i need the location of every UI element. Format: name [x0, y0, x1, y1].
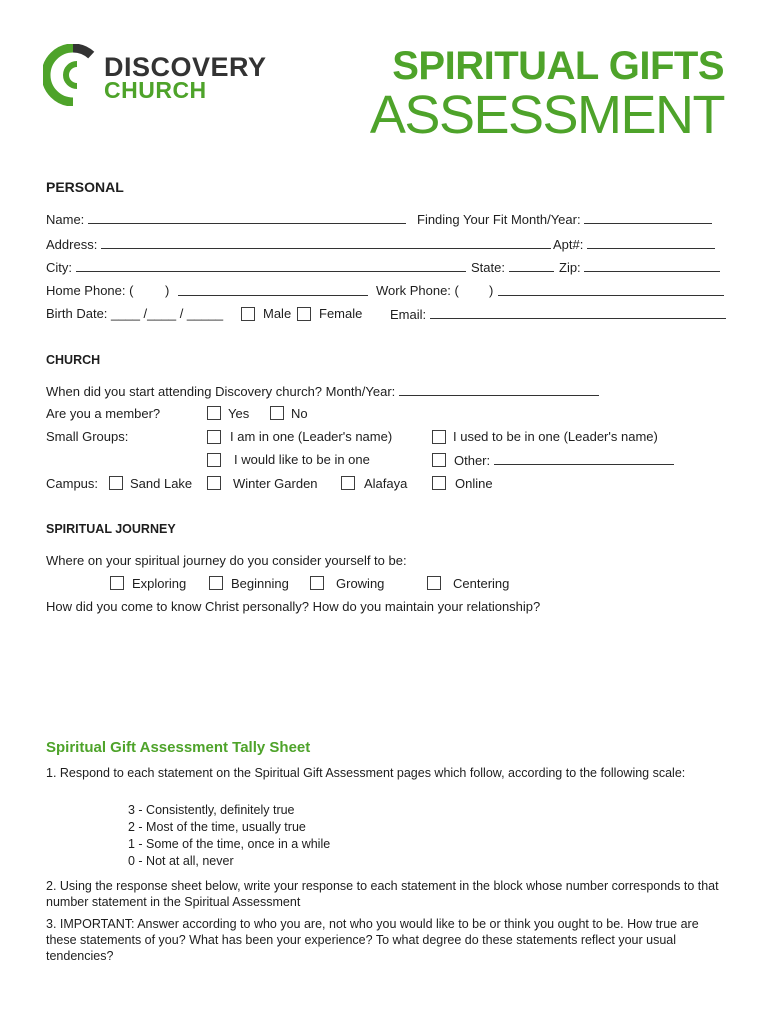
christ-question: How did you come to know Christ personally? How do you maintain your relationship? — [46, 599, 541, 614]
finding-fit-row — [417, 211, 712, 227]
group-other-row — [454, 452, 674, 468]
church-heading: CHURCH — [46, 353, 101, 367]
finding-fit-field[interactable] — [584, 211, 712, 224]
group-other-checkbox[interactable] — [432, 453, 446, 467]
address-label: Address: — [46, 237, 98, 252]
female-checkbox[interactable] — [297, 307, 311, 321]
state-row — [471, 259, 554, 275]
tally-title: Spiritual Gift Assessment Tally Sheet — [46, 739, 311, 756]
tally-step3: 3. IMPORTANT: Answer according to who you are, not who you would like to be or think you ought to be. How true are these statements of you? What has been your experience? To what degree do these statements reflect your usual tendencies? — [46, 917, 699, 963]
member-yes-label: Yes — [228, 406, 250, 421]
female-label: Female — [319, 306, 363, 321]
home-phone-field[interactable] — [178, 283, 368, 296]
logo-wordmark-top: DISCOVERY — [104, 52, 267, 82]
home-phone-label: Home Phone: ( — [46, 283, 134, 298]
stage-beginning-label: Beginning — [231, 576, 289, 591]
stage-exploring-checkbox[interactable] — [110, 576, 124, 590]
campus-winter-garden-label: Winter Garden — [233, 476, 318, 491]
work-phone-label: Work Phone: ( — [376, 283, 459, 298]
campus-winter-garden-checkbox[interactable] — [207, 476, 221, 490]
personal-heading: PERSONAL — [46, 179, 124, 195]
city-label: City: — [46, 260, 72, 275]
small-groups-label: Small Groups: — [46, 429, 129, 444]
address-field[interactable] — [101, 236, 551, 249]
state-field[interactable] — [509, 259, 554, 272]
group-in-one-checkbox[interactable] — [207, 430, 221, 444]
city-field[interactable] — [76, 259, 466, 272]
campus-alafaya-label: Alafaya — [364, 476, 408, 491]
male-label: Male — [263, 306, 292, 321]
stage-growing-label: Growing — [336, 576, 385, 591]
page-title-line1: SPIRITUAL GIFTS — [392, 44, 724, 88]
email-field[interactable] — [430, 306, 726, 319]
apt-row — [553, 236, 715, 252]
city-row — [46, 259, 466, 275]
member-yes-checkbox[interactable] — [207, 406, 221, 420]
email-row — [390, 306, 726, 322]
group-would-like-label: I would like to be in one — [234, 452, 370, 467]
group-other-label: Other: — [454, 453, 491, 468]
journey-heading: SPIRITUAL JOURNEY — [46, 522, 176, 536]
stage-beginning-checkbox[interactable] — [209, 576, 223, 590]
zip-label: Zip: — [559, 260, 581, 275]
member-no-label: No — [291, 406, 308, 421]
christ-answer-area[interactable] — [46, 620, 726, 730]
campus-online-checkbox[interactable] — [432, 476, 446, 490]
group-in-one-label: I am in one (Leader's name) — [230, 429, 393, 444]
logo-wordmark-bottom: CHURCH — [104, 77, 207, 103]
apt-field[interactable] — [587, 236, 715, 249]
name-label: Name: — [46, 212, 85, 227]
start-question: When did you start attending Discovery church? Month/Year: — [46, 384, 396, 399]
scale-item: 2 - Most of the time, usually true — [128, 820, 306, 834]
work-phone-field[interactable] — [498, 283, 724, 296]
page-title-line2: ASSESSMENT — [369, 85, 724, 145]
journey-where-question: Where on your spiritual journey do you consider yourself to be: — [46, 553, 407, 568]
scale-item: 0 - Not at all, never — [128, 854, 234, 868]
stage-centering-checkbox[interactable] — [427, 576, 441, 590]
campus-sand-lake-checkbox[interactable] — [109, 476, 123, 490]
address-row — [46, 236, 551, 252]
campus-online-label: Online — [455, 476, 493, 491]
campus-label: Campus: — [46, 476, 99, 491]
campus-alafaya-checkbox[interactable] — [341, 476, 355, 490]
group-used-to-label: I used to be in one (Leader's name) — [453, 429, 658, 444]
home-phone-paren: ) — [165, 283, 170, 298]
stage-centering-label: Centering — [453, 576, 510, 591]
finding-fit-label: Finding Your Fit Month/Year: — [417, 212, 581, 227]
stage-growing-checkbox[interactable] — [310, 576, 324, 590]
church-logo-icon — [43, 44, 99, 106]
group-used-to-checkbox[interactable] — [432, 430, 446, 444]
zip-row — [559, 259, 720, 275]
name-row — [46, 211, 406, 227]
start-row — [46, 383, 599, 399]
group-would-like-checkbox[interactable] — [207, 453, 221, 467]
tally-step2: 2. Using the response sheet below, write your response to each statement in the block whose number corresponds to that number statement in the Spiritual Assessment — [46, 879, 719, 909]
zip-field[interactable] — [584, 259, 720, 272]
state-label: State: — [471, 260, 505, 275]
campus-sand-lake-label: Sand Lake — [130, 476, 193, 491]
start-date-field[interactable] — [399, 383, 599, 396]
apt-label: Apt#: — [553, 237, 584, 252]
name-field[interactable] — [88, 211, 406, 224]
tally-step1: 1. Respond to each statement on the Spiritual Gift Assessment pages which follow, according to the following scale: — [46, 766, 686, 780]
work-phone-paren: ) — [489, 283, 494, 298]
member-no-checkbox[interactable] — [270, 406, 284, 420]
scale-item: 1 - Some of the time, once in a while — [128, 837, 331, 851]
member-question: Are you a member? — [46, 406, 161, 421]
group-other-field[interactable] — [494, 452, 674, 465]
stage-exploring-label: Exploring — [132, 576, 187, 591]
email-label: Email: — [390, 307, 427, 322]
male-checkbox[interactable] — [241, 307, 255, 321]
birth-date-label: Birth Date: ____ /____ / _____ — [46, 306, 224, 321]
scale-item: 3 - Consistently, definitely true — [128, 803, 295, 817]
